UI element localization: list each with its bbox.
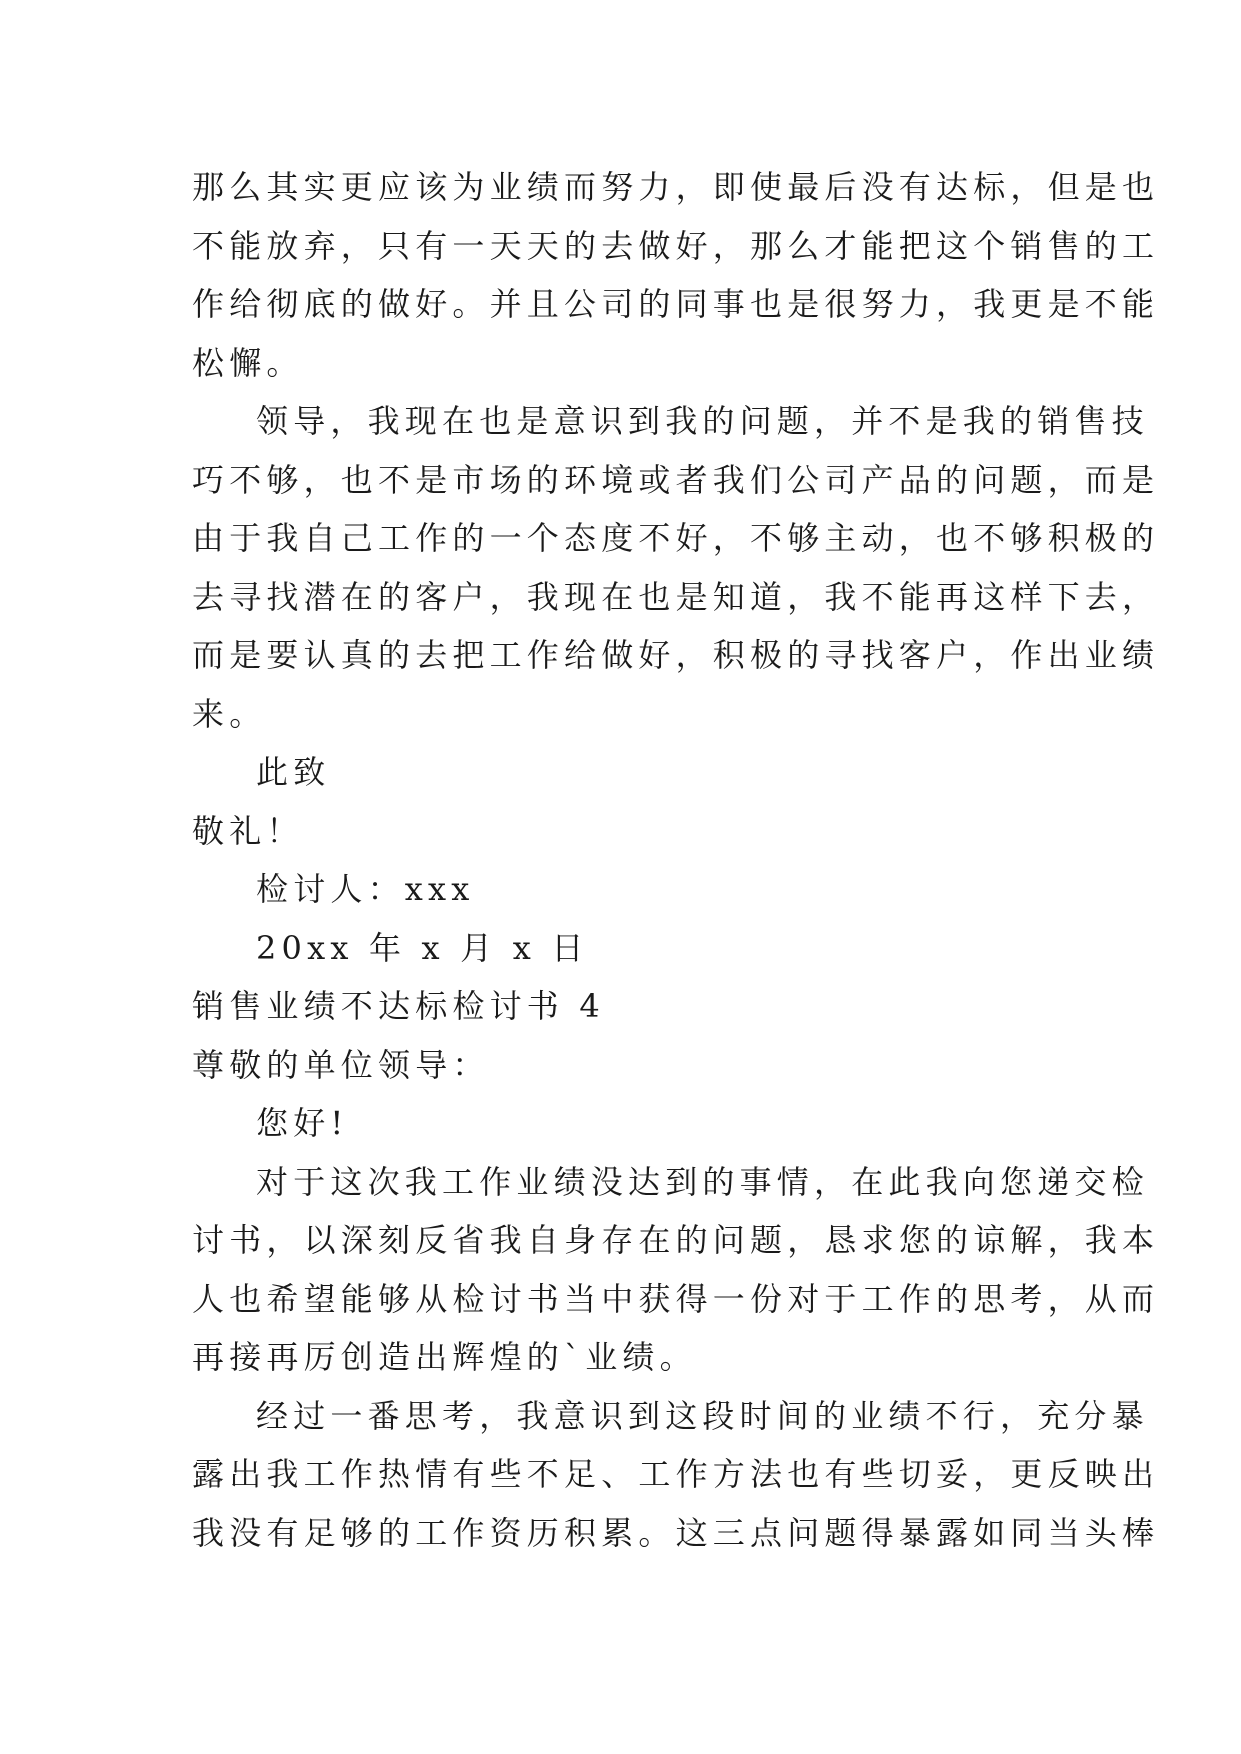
closing-salutation: 此致 xyxy=(256,753,331,791)
text-line: 讨书，以深刻反省我自身存在的问题，恳求您的谅解，我本 xyxy=(192,1221,1160,1259)
letter-addressee: 尊敬的单位领导： xyxy=(192,1045,490,1084)
text-line: 我没有足够的工作资历积累。这三点问题得暴露如同当头棒 xyxy=(192,1513,1160,1552)
text-line: 人也希望能够从检讨书当中获得一份对于工作的思考，从而 xyxy=(192,1279,1160,1318)
letter-greeting: 您好! xyxy=(256,1104,349,1142)
text-line: 松懈。 xyxy=(192,343,304,382)
paragraph-first-line: 经过一番思考，我意识到这段时间的业绩不行，充分暴 xyxy=(256,1396,1149,1435)
text-line: 来。 xyxy=(192,694,267,733)
text-line: 而是要认真的去把工作给做好，积极的寻找客户，作出业绩 xyxy=(192,636,1160,674)
text-line: 不能放弃，只有一天天的去做好，那么才能把这个销售的工 xyxy=(192,226,1160,265)
text-line: 去寻找潜在的客户，我现在也是知道，我不能再这样下去， xyxy=(192,577,1160,616)
paragraph-first-line: 对于这次我工作业绩没达到的事情，在此我向您递交检 xyxy=(256,1162,1149,1201)
closing-regards: 敬礼！ xyxy=(192,811,304,850)
signature-name: 检讨人：xxx xyxy=(256,870,475,908)
paragraph-first-line: 领导，我现在也是意识到我的问题，并不是我的销售技 xyxy=(256,402,1149,440)
document-page xyxy=(192,158,1160,1562)
signature-date: 20xx 年 x 月 x 日 xyxy=(256,928,589,967)
text-line: 巧不够，也不是市场的环境或者我们公司产品的问题，而是 xyxy=(192,460,1160,499)
section-title: 销售业绩不达标检讨书 4 xyxy=(192,987,605,1025)
text-line: 作给彻底的做好。并且公司的同事也是很努力，我更是不能 xyxy=(192,285,1160,323)
text-line: 由于我自己工作的一个态度不好，不够主动，也不够积极的 xyxy=(192,519,1160,557)
text-line: 再接再厉创造出辉煌的`业绩。 xyxy=(192,1338,697,1376)
text-line: 那么其实更应该为业绩而努力，即使最后没有达标，但是也 xyxy=(192,168,1160,206)
text-line: 露出我工作热情有些不足、工作方法也有些切妥，更反映出 xyxy=(192,1455,1160,1493)
